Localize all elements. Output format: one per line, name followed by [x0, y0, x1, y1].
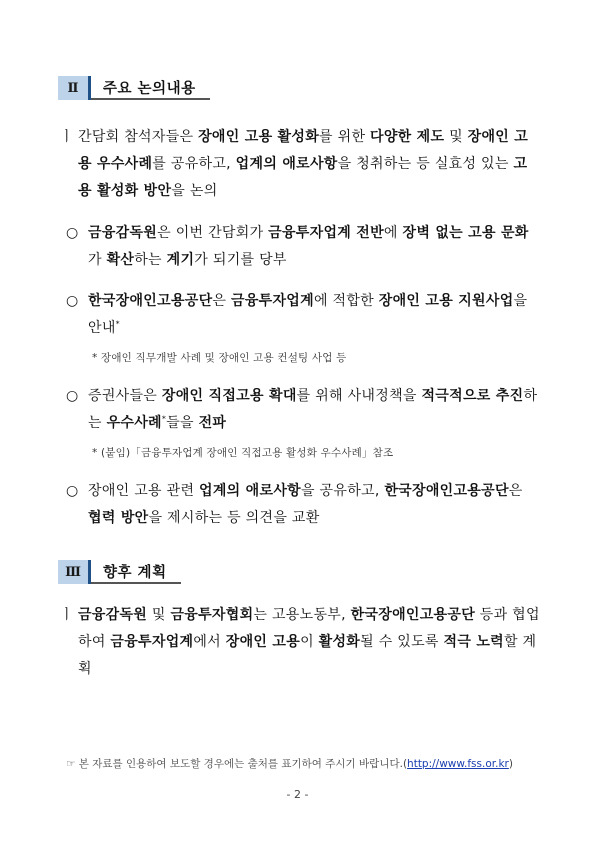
paragraph-fss-remarks: 금융감독원은 이번 간담회가 금융투자업계 전반에 장벽 없는 고용 문화가 확산하는 계기가 되기를 당부 — [88, 225, 529, 268]
paragraph-securities-cases: 증권사들은 장애인 직접고용 확대를 위해 사내정책을 적극적으로 추진하는 우수사례*들을 전파 — [88, 388, 538, 431]
paragraph-discussion-summary: 간담회 참석자들은 장애인 고용 활성화를 위한 다양한 제도 및 장애인 고용 우수사례를 공유하고, 업계의 애로사항을 청취하는 등 실효성 있는 고용 활성화 방안을 논의 — [78, 129, 529, 199]
fss-website-link[interactable]: http://www.fss.or.kr — [407, 758, 509, 770]
footnote: * (붙임)「금융투자업계 장애인 직접고용 활성화 우수사례」참조 — [92, 447, 394, 459]
citation-note: ☞ 본 자료를 인용하여 보도할 경우에는 출처를 표기하여 주시기 바랍니다.(http://www.fss.or.kr) — [66, 758, 513, 770]
paragraph-kead-guidance: 한국장애인고용공단은 금융투자업계에 적합한 장애인 고용 지원사업을 안내* — [88, 293, 528, 336]
section-header-3 — [58, 560, 181, 584]
footnote: * 장애인 직무개발 사례 및 장애인 고용 컨설팅 사업 등 — [92, 352, 347, 364]
section-title: 주요 논의내용 — [91, 76, 210, 100]
paragraph-future-plan: 금융감독원 및 금융투자협회는 고용노동부, 한국장애인고용공단 등과 협업하여 금융투자업계에서 장애인 고용이 활성화될 수 있도록 적극 노력할 계획 — [78, 607, 540, 677]
bullet-circle: ○ — [66, 225, 79, 241]
section-title: 향후 계획 — [91, 560, 181, 584]
section-number: Ⅱ — [58, 76, 91, 100]
section-header-2 — [58, 76, 210, 100]
bullet-circle: ○ — [66, 293, 79, 309]
pointing-hand-icon: ☞ — [66, 758, 76, 770]
bullet-marker: ㅣ — [60, 129, 74, 145]
bullet-marker: ㅣ — [60, 607, 74, 623]
bullet-circle: ○ — [66, 388, 79, 404]
paragraph-opinion-exchange: 장애인 고용 관련 업계의 애로사항을 공유하고, 한국장애인고용공단은 협력 방안을 제시하는 등 의견을 교환 — [88, 483, 523, 526]
page-number: - 2 - — [286, 788, 309, 801]
bullet-circle: ○ — [66, 483, 79, 499]
section-number: Ⅲ — [58, 560, 91, 584]
